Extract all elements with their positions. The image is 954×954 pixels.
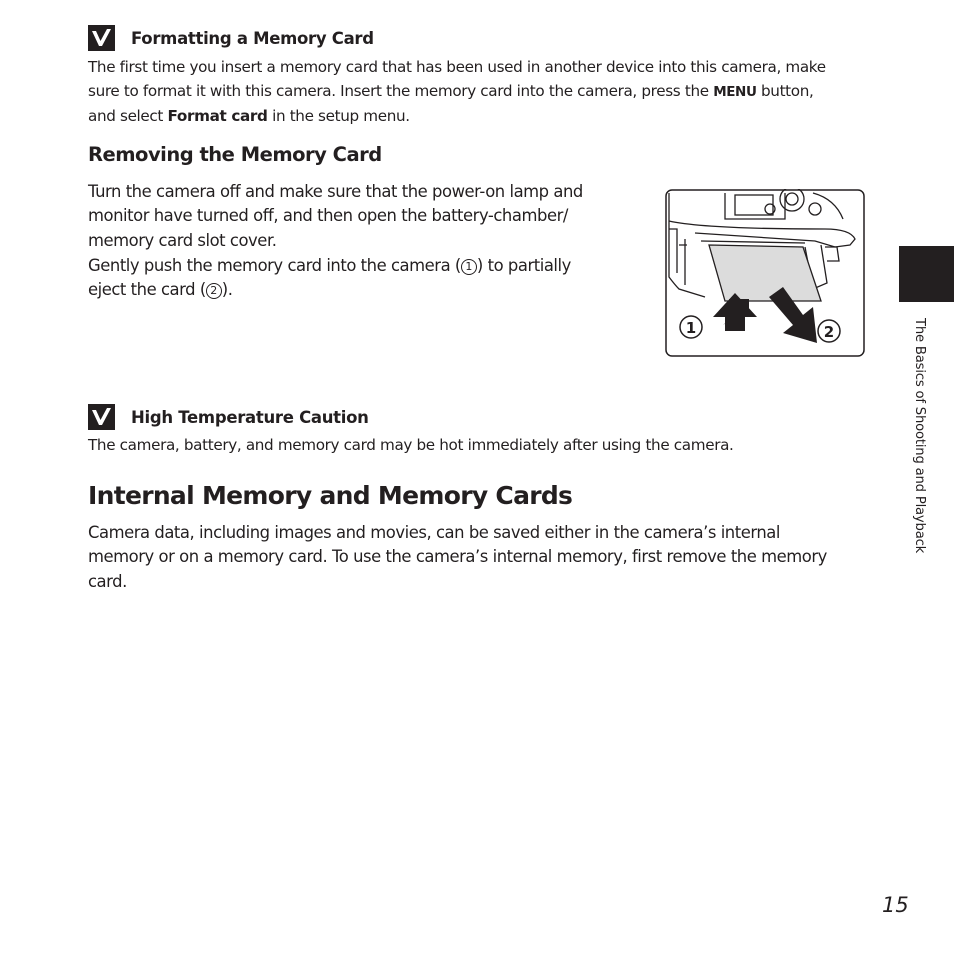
note-title: High Temperature Caution: [131, 407, 369, 427]
note-text: in the setup menu.: [272, 107, 410, 125]
page-number: 15: [882, 893, 909, 917]
step-1-circled-number: 1: [461, 259, 477, 275]
step-2-circled-number: 2: [206, 283, 222, 299]
section-heading-internal-memory: Internal Memory and Memory Cards: [88, 481, 573, 510]
format-card-term: Format card: [167, 107, 268, 125]
note-formatting-body: [88, 55, 878, 128]
chapter-tab-marker: [899, 246, 954, 302]
body-line: Camera data, including images and movies, can be saved either in the camera’s internal: [88, 523, 780, 542]
removing-paragraph-1: [88, 180, 583, 253]
menu-button-glyph: MENU: [713, 84, 757, 100]
body-line: memory or on a memory card. To use the camera’s internal memory, first remove the memory: [88, 547, 827, 567]
note-text: button,: [761, 82, 814, 100]
note-temperature-header: [88, 404, 369, 430]
body-text: ).: [221, 280, 233, 300]
removing-paragraph-2: [88, 254, 571, 303]
illustration-label-2: 2: [823, 323, 835, 341]
note-temperature-body: [88, 433, 878, 457]
body-line: memory card slot cover.: [88, 230, 277, 250]
body-text: Gently push the memory card into the camera (: [88, 256, 461, 275]
camera-card-ejection-illustration: [665, 189, 865, 357]
note-line: The camera, battery, and memory card may be hot immediately after using the camera.: [88, 436, 734, 454]
chapter-side-label: The Basics of Shooting and Playback: [912, 318, 927, 554]
body-line: Turn the camera off and make sure that the power-on lamp and: [88, 182, 583, 201]
body-line: monitor have turned off, and then open the battery-chamber/: [88, 206, 568, 226]
note-line: The first time you insert a memory card that has been used in another device into this camera, make: [88, 58, 826, 76]
illustration-label-1: 1: [685, 319, 697, 337]
body-text: ) to partially: [476, 256, 571, 275]
section-heading-removing: Removing the Memory Card: [88, 143, 382, 166]
note-line: [88, 104, 878, 128]
internal-memory-paragraph: [88, 521, 827, 594]
note-text: sure to format it with this camera. Insert the memory card into the camera, press the: [88, 82, 709, 100]
check-mark-icon: [88, 25, 115, 51]
body-line: card.: [88, 571, 127, 591]
note-title: Formatting a Memory Card: [131, 28, 374, 48]
body-line: [88, 278, 571, 302]
body-line: [88, 254, 571, 278]
body-text: eject the card (: [88, 280, 206, 300]
note-formatting-header: [88, 25, 374, 51]
note-text: and select: [88, 107, 164, 125]
note-line: [88, 79, 878, 104]
check-mark-icon: [88, 404, 115, 430]
